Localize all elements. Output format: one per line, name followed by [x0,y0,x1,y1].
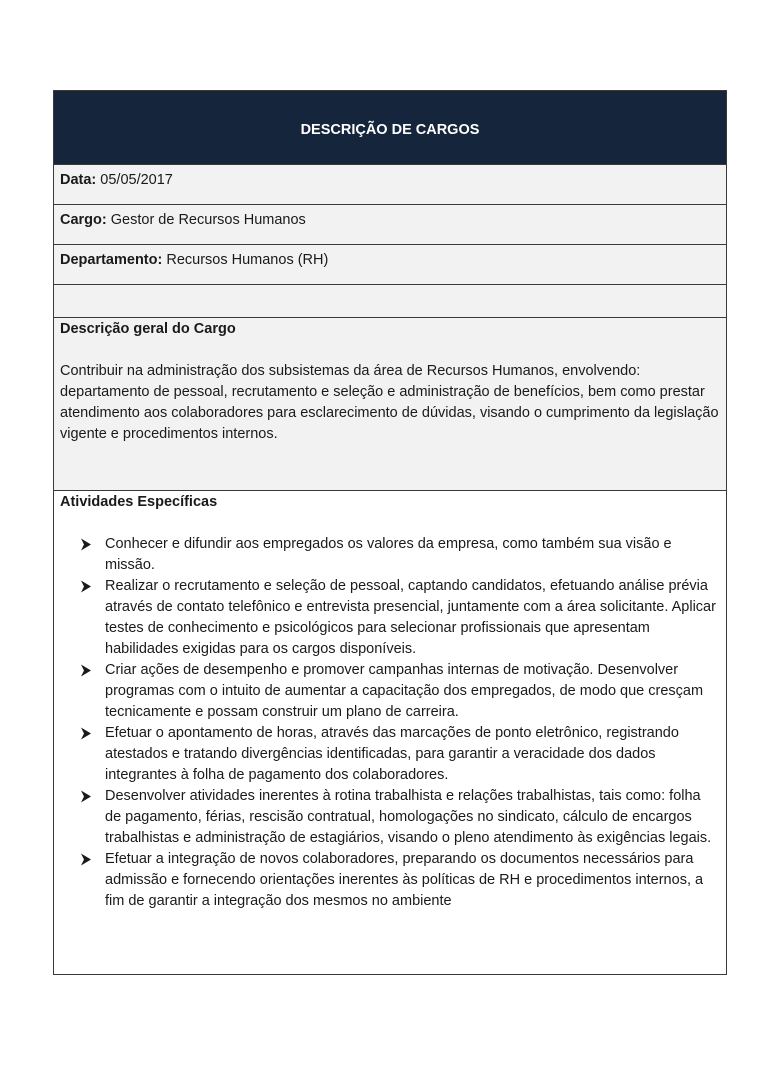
specific-activities-heading: Atividades Específicas [60,494,218,510]
arrow-bullet-icon [80,849,94,870]
activity-text: Desenvolver atividades inerentes à rotina trabalhista e relações trabalhistas, tais como: folha de pagamento, férias, rescisão contratual, homologações no sindicato, cálculo de encargos trabalhistas e administração de estagiários, visando o pleno atendimento às exigências legais. [105,788,712,846]
position-label: Cargo: [60,212,107,228]
activities-list [60,534,720,912]
arrow-bullet-icon [80,534,94,555]
activity-item [80,723,720,786]
document-title-text: DESCRIÇÃO DE CARGOS [300,122,480,138]
activity-text: Efetuar o apontamento de horas, através das marcações de ponto eletrônico, registrando atestados e tratando divergências identificadas, para garantir a veracidade dos dados integrantes à folha de pagamento dos colaboradores. [105,725,679,783]
position-row [54,205,726,245]
activity-item [80,786,720,849]
arrow-bullet-icon [80,576,94,597]
arrow-bullet-icon [80,660,94,681]
specific-activities-section [54,491,726,975]
general-description-heading: Descrição geral do Cargo [60,321,236,337]
arrow-bullet-icon [80,723,94,744]
date-row [54,165,726,205]
department-label: Departamento: [60,252,163,268]
activity-item [80,576,720,660]
general-description-text: Contribuir na administração dos subsistemas da área de Recursos Humanos, envolvendo: departamento de pessoal, recrutamento e seleção e administração de benefícios, bem como prestar atendimento aos colaboradores para esclarecimento de dúvidas, visando o cumprimento da legislação vigente e procedimentos internos. [60,363,719,442]
activity-text: Criar ações de desempenho e promover campanhas internas de motivação. Desenvolver programas com o intuito de aumentar a capacitação dos empregados, de modo que cresçam tecnicamente e possam construir um plano de carreira. [105,662,704,720]
date-value: 05/05/2017 [100,172,173,188]
arrow-bullet-icon [80,786,94,807]
activity-item [80,660,720,723]
activity-text: Conhecer e difundir aos empregados os valores da empresa, como também sua visão e missão. [105,536,672,573]
activity-text: Efetuar a integração de novos colaboradores, preparando os documentos necessários para admissão e fornecendo orientações inerentes às políticas de RH e procedimentos internos, a fim de garantir a integração dos mesmos no ambiente [105,851,704,909]
position-value: Gestor de Recursos Humanos [110,212,306,228]
date-label: Data: [60,172,97,188]
department-value: Recursos Humanos (RH) [166,252,329,268]
document-title [54,91,726,165]
department-row [54,245,726,285]
activity-text: Realizar o recrutamento e seleção de pessoal, captando candidatos, efetuando análise prévia através de contato telefônico e entrevista presencial, juntamente com a área solicitante. Aplicar testes de conhecimento e psicológicos para selecionar profissionais que apresentam habilidades exigidas para os cargos disponíveis. [105,578,716,657]
activity-item [80,849,720,912]
empty-row [54,285,726,318]
job-description-table [53,90,727,975]
activity-item [80,534,720,576]
general-description-section [54,318,726,491]
